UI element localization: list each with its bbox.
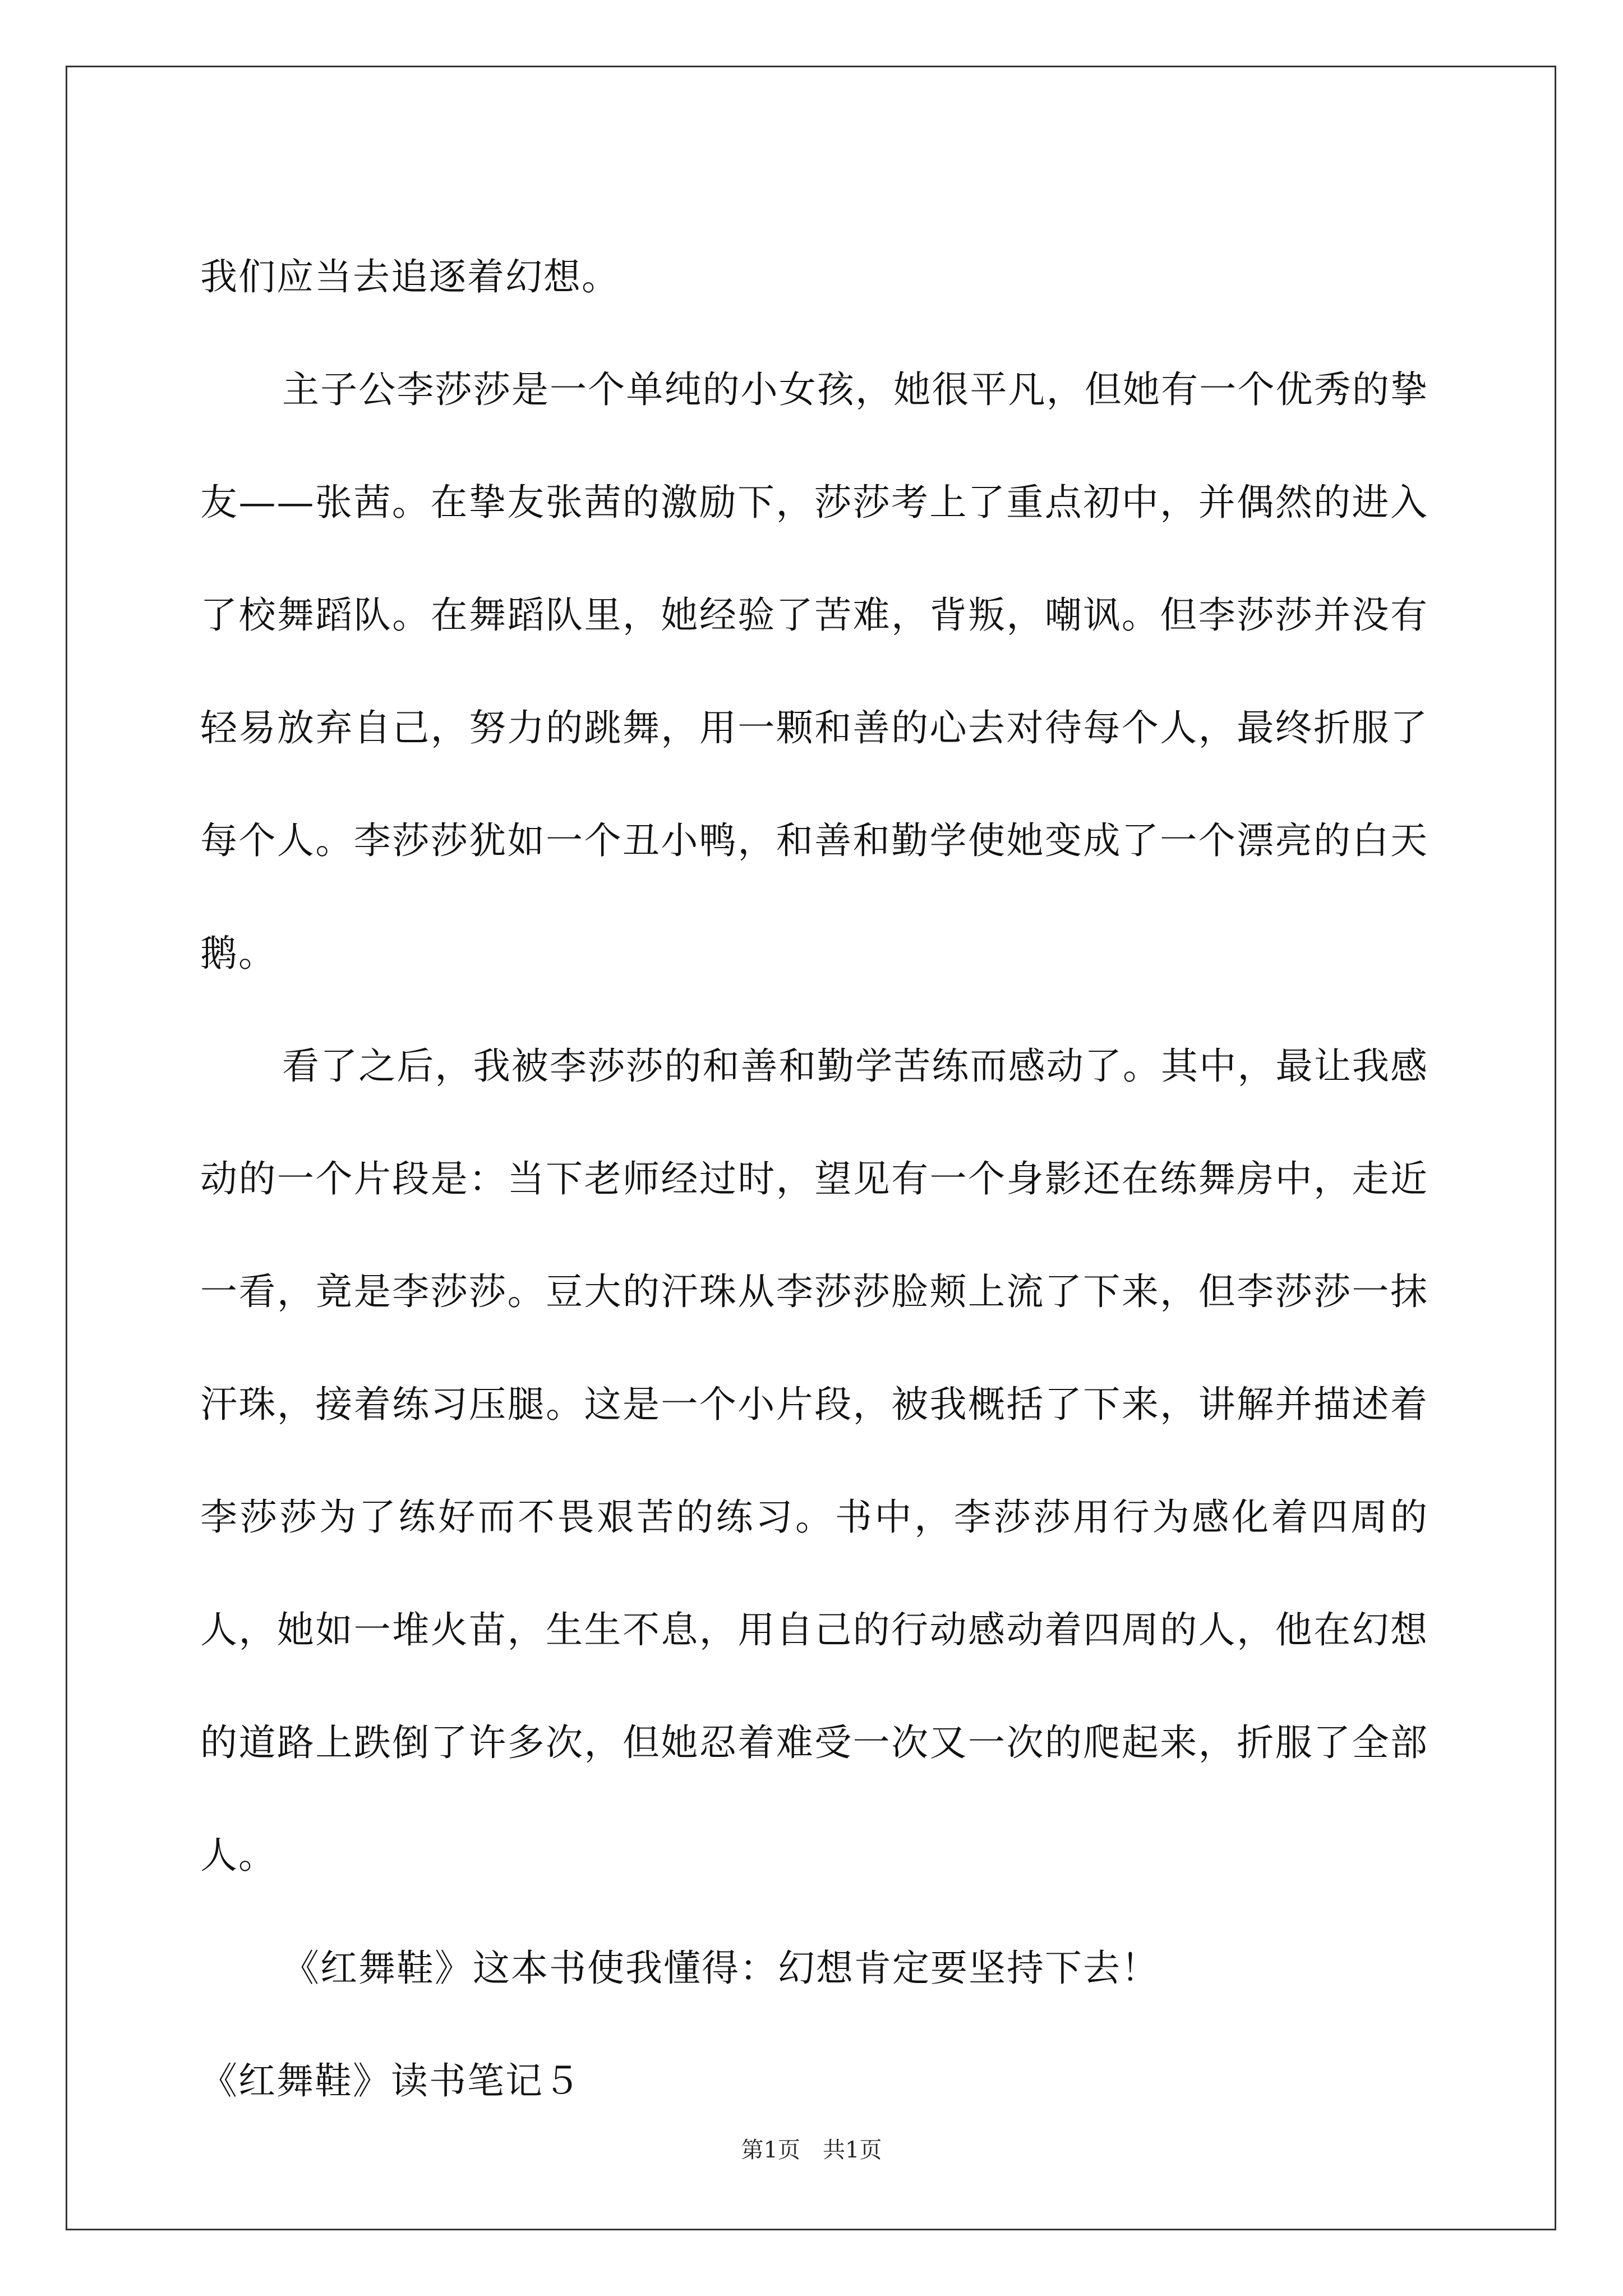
- section-heading: 《红舞鞋》读书笔记５: [200, 2059, 582, 2102]
- paragraph-summary: 主子公李莎莎是一个单纯的小女孩，她很平凡，但她有一个优秀的挚友——张茜。在挚友张茜的激励下，莎莎考上了重点初中，并偶然的进入了校舞蹈队。在舞蹈队里，她经验了苦难，背叛，嘲讽。但李莎莎并没有轻易放弃自己，努力的跳舞，用一颗和善的心去对待每个人，最终折服了每个人。李莎莎犹如一个丑小鸭，和善和勤学使她变成了一个漂亮的白天鹅。: [200, 368, 1428, 975]
- paragraph-conclusion: 《红舞鞋》这本书使我懂得：幻想肯定要坚持下去！: [282, 1947, 1159, 1990]
- paragraph-reflection: 看了之后，我被李莎莎的和善和勤学苦练而感动了。其中，最让我感动的一个片段是：当下老师经过时，望见有一个身影还在练舞房中，走近一看，竟是李莎莎。豆大的汗珠从李莎莎脸颊上流了下来，但李莎莎一抹汗珠，接着练习压腿。这是一个小片段，被我概括了下来，讲解并描述着李莎莎为了练好而不畏艰苦的练习。书中，李莎莎用行为感化着四周的人，她如一堆火苗，生生不息，用自己的行动感动着四周的人，他在幻想的道路上跌倒了许多次，但她忍着难受一次又一次的爬起来，折服了全部人。: [200, 1045, 1428, 1877]
- document-body: [200, 220, 1428, 2137]
- page-footer: 第1页 共1页: [741, 2137, 882, 2163]
- paragraph-intro-line: 我们应当去追逐着幻想。: [200, 255, 620, 298]
